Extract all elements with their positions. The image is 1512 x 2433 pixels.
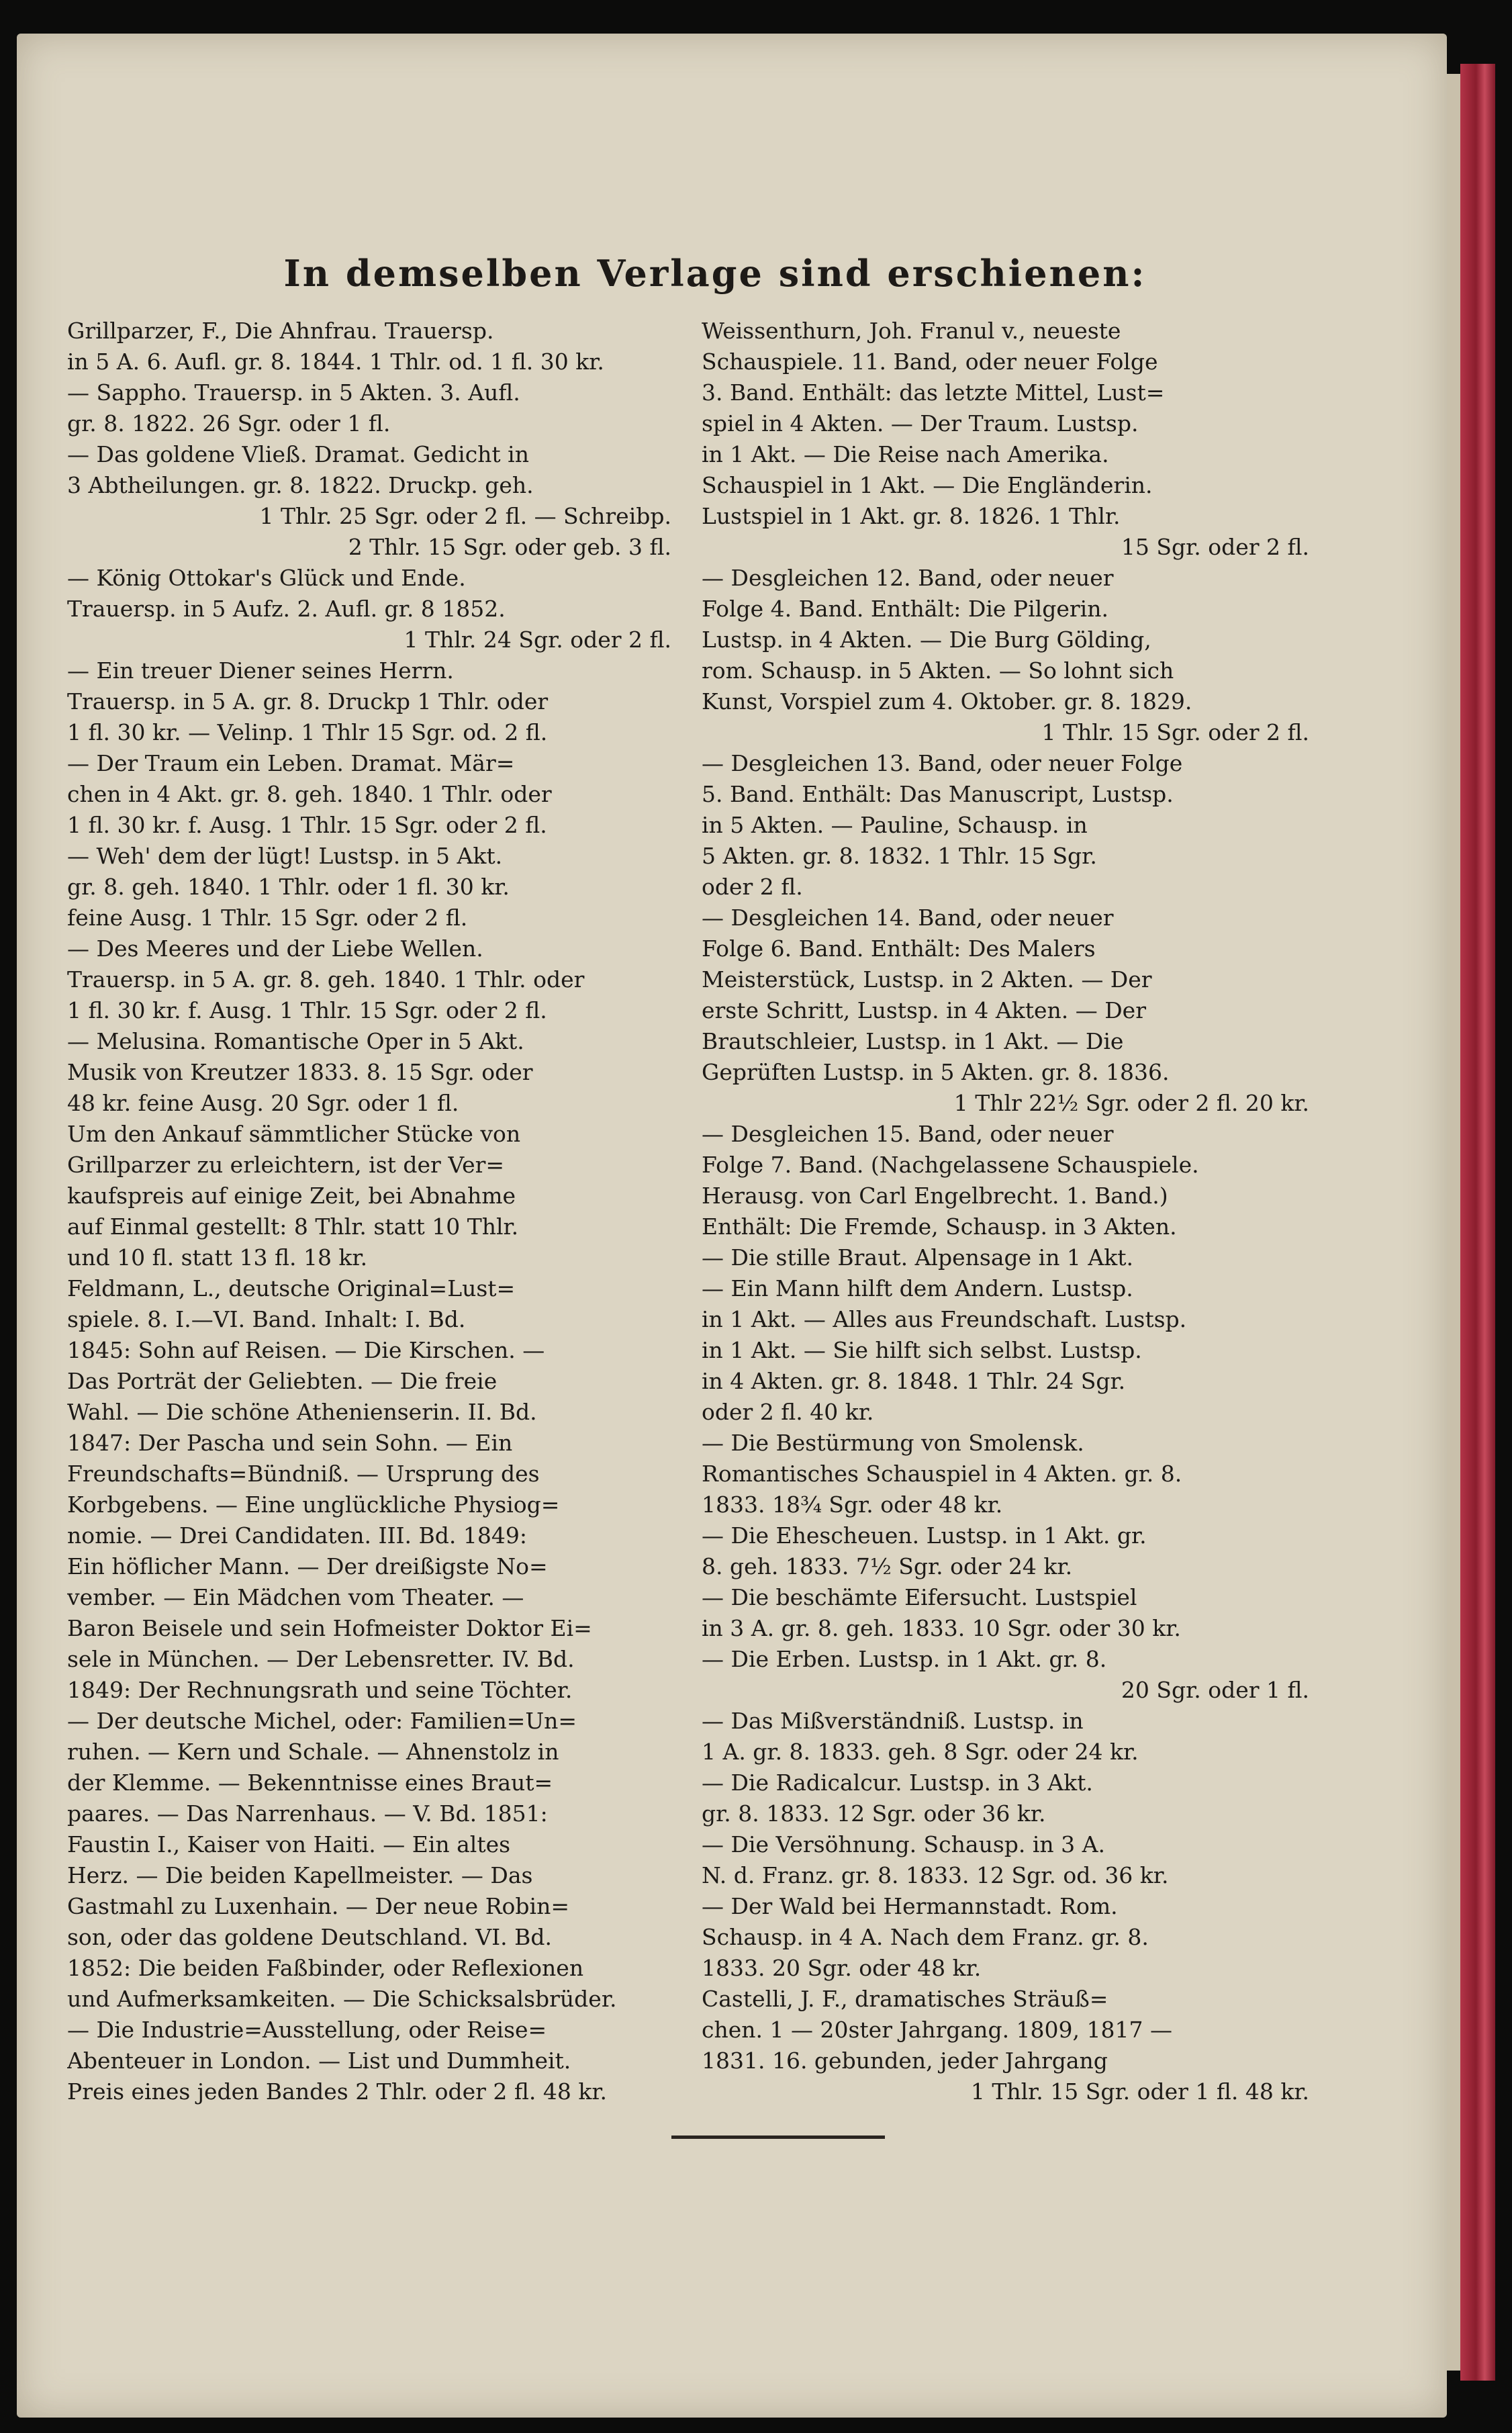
right-column-line: 5 Akten. gr. 8. 1832. 1 Thlr. 15 Sgr. (702, 843, 1097, 869)
left-column-line: 1 fl. 30 kr. — Velinp. 1 Thlr 15 Sgr. od. 2 fl. (67, 719, 548, 745)
right-column-line: Weissenthurn, Joh. Franul v., neueste (702, 318, 1121, 344)
left-column-line: sele in München. — Der Lebensretter. IV. Bd. (67, 1646, 575, 1672)
right-column-line: — Die Bestürmung von Smolensk. (702, 1430, 1084, 1456)
left-column-line: auf Einmal gestellt: 8 Thlr. statt 10 Thlr. (67, 1213, 519, 1240)
right-column-line: — Ein Mann hilft dem Andern. Lustsp. (702, 1275, 1133, 1301)
right-column-line: — Die Radicalcur. Lustsp. in 3 Akt. (702, 1770, 1093, 1796)
left-column-line: ruhen. — Kern und Schale. — Ahnenstolz in (67, 1739, 559, 1765)
right-column-line: Kunst, Vorspiel zum 4. Oktober. gr. 8. 1829. (702, 688, 1192, 715)
left-column-line: son, oder das goldene Deutschland. VI. Bd. (67, 1924, 552, 1950)
right-column-line: Folge 7. Band. (Nachgelassene Schauspiele. (702, 1152, 1199, 1178)
right-column-line: — Die stille Braut. Alpensage in 1 Akt. (702, 1244, 1134, 1271)
book-edge-red (1460, 64, 1495, 2381)
left-column-line: 1 fl. 30 kr. f. Ausg. 1 Thlr. 15 Sgr. oder 2 fl. (67, 997, 547, 1023)
left-column-line: 48 kr. feine Ausg. 20 Sgr. oder 1 fl. (67, 1090, 459, 1116)
page-fore-edge (1447, 74, 1460, 2371)
left-column-line: Trauersp. in 5 A. gr. 8. Druckp 1 Thlr. oder (67, 688, 549, 715)
right-column-line: in 1 Akt. — Die Reise nach Amerika. (702, 441, 1109, 467)
left-column-line: — Des Meeres und der Liebe Wellen. (67, 935, 483, 962)
left-column-line: Das Porträt der Geliebten. — Die freie (67, 1368, 498, 1394)
left-column-line: Musik von Kreutzer 1833. 8. 15 Sgr. oder (67, 1059, 533, 1085)
left-column-line: in 5 A. 6. Aufl. gr. 8. 1844. 1 Thlr. od. 1 fl. 30 kr. (67, 349, 604, 375)
right-column-line: 1831. 16. gebunden, jeder Jahrgang (702, 2048, 1108, 2074)
right-column-line: 1 Thlr 22½ Sgr. oder 2 fl. 20 kr. (953, 1090, 1309, 1116)
left-column-line: — König Ottokar's Glück und Ende. (67, 565, 466, 591)
left-column-line: 1 Thlr. 25 Sgr. oder 2 fl. — Schreibp. (259, 503, 671, 529)
right-column-line: N. d. Franz. gr. 8. 1833. 12 Sgr. od. 36 kr. (702, 1862, 1169, 1888)
left-column-line: 3 Abtheilungen. gr. 8. 1822. Druckp. geh. (67, 472, 534, 498)
left-column-line: Trauersp. in 5 Aufz. 2. Aufl. gr. 8 1852. (67, 596, 506, 622)
right-column-line: Castelli, J. F., dramatisches Sträuß= (702, 1986, 1108, 2012)
left-column-line: — Die Industrie=Ausstellung, oder Reise= (67, 2017, 547, 2043)
left-column-line: 1 Thlr. 24 Sgr. oder 2 fl. (404, 627, 671, 653)
left-column-line: spiele. 8. I.—VI. Band. Inhalt: I. Bd. (67, 1306, 466, 1332)
left-column-line: 1849: Der Rechnungsrath und seine Töchter. (67, 1677, 573, 1703)
right-column-line: 8. geh. 1833. 7½ Sgr. oder 24 kr. (702, 1553, 1073, 1579)
right-column-line: 1833. 20 Sgr. oder 48 kr. (702, 1955, 982, 1981)
left-column-line: 1 fl. 30 kr. f. Ausg. 1 Thlr. 15 Sgr. oder 2 fl. (67, 812, 547, 838)
left-column-line: vember. — Ein Mädchen vom Theater. — (67, 1584, 524, 1610)
left-column-line: — Melusina. Romantische Oper in 5 Akt. (67, 1028, 524, 1054)
right-column-line: erste Schritt, Lustsp. in 4 Akten. — Der (702, 997, 1146, 1023)
right-column-line: — Die Ehescheuen. Lustsp. in 1 Akt. gr. (702, 1522, 1147, 1549)
right-column-line: in 5 Akten. — Pauline, Schausp. in (702, 812, 1088, 838)
left-column-line: — Der Traum ein Leben. Dramat. Mär= (67, 750, 515, 776)
left-column-line: Wahl. — Die schöne Athenienserin. II. Bd. (67, 1399, 537, 1425)
right-column-line: chen. 1 — 20ster Jahrgang. 1809, 1817 — (702, 2017, 1172, 2043)
right-column-line: Folge 4. Band. Enthält: Die Pilgerin. (702, 596, 1108, 622)
right-column-line: Lustsp. in 4 Akten. — Die Burg Gölding, (702, 627, 1151, 653)
left-column-line: feine Ausg. 1 Thlr. 15 Sgr. oder 2 fl. (67, 905, 468, 931)
left-column-line: Abenteuer in London. — List und Dummheit. (67, 2048, 571, 2074)
right-column-line: Schauspiele. 11. Band, oder neuer Folge (702, 349, 1158, 375)
right-column-line: gr. 8. 1833. 12 Sgr. oder 36 kr. (702, 1800, 1046, 1827)
right-column-line: Schausp. in 4 A. Nach dem Franz. gr. 8. (702, 1924, 1149, 1950)
left-column-line: Herz. — Die beiden Kapellmeister. — Das (67, 1862, 533, 1888)
right-column-line: — Das Mißverständniß. Lustsp. in (702, 1708, 1084, 1734)
bottom-rule (671, 2136, 885, 2139)
left-column-line: Trauersp. in 5 A. gr. 8. geh. 1840. 1 Thlr. oder (67, 966, 585, 993)
left-column-line: chen in 4 Akt. gr. 8. geh. 1840. 1 Thlr. oder (67, 781, 552, 807)
page-header: In demselben Verlage sind erschienen: (283, 252, 1147, 295)
left-column-line: Um den Ankauf sämmtlicher Stücke von (67, 1121, 521, 1147)
right-column-line: Schauspiel in 1 Akt. — Die Engländerin. (702, 472, 1153, 498)
right-column-line: in 3 A. gr. 8. geh. 1833. 10 Sgr. oder 30 kr. (702, 1615, 1181, 1641)
left-column-line: Freundschafts=Bündniß. — Ursprung des (67, 1461, 540, 1487)
left-column-line: — Weh' dem der lügt! Lustsp. in 5 Akt. (67, 843, 503, 869)
right-column-line: in 4 Akten. gr. 8. 1848. 1 Thlr. 24 Sgr. (702, 1368, 1126, 1394)
left-column-line: gr. 8. 1822. 26 Sgr. oder 1 fl. (67, 410, 391, 437)
left-column-line: gr. 8. geh. 1840. 1 Thlr. oder 1 fl. 30 kr. (67, 874, 510, 900)
left-column (67, 316, 671, 2107)
right-column-line: — Die Versöhnung. Schausp. in 3 A. (702, 1831, 1105, 1857)
left-column-line: Feldmann, L., deutsche Original=Lust= (67, 1275, 516, 1301)
right-column-line: 1 Thlr. 15 Sgr. oder 1 fl. 48 kr. (970, 2078, 1309, 2105)
right-column-line: oder 2 fl. 40 kr. (702, 1399, 874, 1425)
left-column-line: nomie. — Drei Candidaten. III. Bd. 1849: (67, 1522, 527, 1549)
left-column-line: der Klemme. — Bekenntnisse eines Braut= (67, 1770, 553, 1796)
right-column-line: Meisterstück, Lustsp. in 2 Akten. — Der (702, 966, 1152, 993)
left-column-line: — Sappho. Trauersp. in 5 Akten. 3. Aufl. (67, 379, 520, 406)
left-column-line: und Aufmerksamkeiten. — Die Schicksalsbrüder. (67, 1986, 617, 2012)
right-column (702, 316, 1309, 2107)
left-column-line: Baron Beisele und sein Hofmeister Doktor Ei= (67, 1615, 592, 1641)
left-column-line: — Ein treuer Diener seines Herrn. (67, 657, 454, 684)
right-column-line: 20 Sgr. oder 1 fl. (1121, 1677, 1309, 1703)
left-column-line: — Das goldene Vließ. Dramat. Gedicht in (67, 441, 529, 467)
left-column-line: Grillparzer, F., Die Ahnfrau. Trauersp. (67, 318, 494, 344)
left-column-line: — Der deutsche Michel, oder: Familien=Un= (67, 1708, 577, 1734)
right-column-line: Lustspiel in 1 Akt. gr. 8. 1826. 1 Thlr. (702, 503, 1121, 529)
right-column-line: oder 2 fl. (702, 874, 803, 900)
right-column-line: Geprüften Lustsp. in 5 Akten. gr. 8. 1836. (702, 1059, 1170, 1085)
right-column-line: — Desgleichen 15. Band, oder neuer (702, 1121, 1114, 1147)
right-column-line: Romantisches Schauspiel in 4 Akten. gr. 8. (702, 1461, 1182, 1487)
right-column-line: — Die beschämte Eifersucht. Lustspiel (702, 1584, 1137, 1610)
right-column-line: in 1 Akt. — Alles aus Freundschaft. Lustsp. (702, 1306, 1187, 1332)
left-column-line: und 10 fl. statt 13 fl. 18 kr. (67, 1244, 368, 1271)
right-column-line: — Desgleichen 12. Band, oder neuer (702, 565, 1114, 591)
right-column-line: — Die Erben. Lustsp. in 1 Akt. gr. 8. (702, 1646, 1107, 1672)
left-column-line: 1845: Sohn auf Reisen. — Die Kirschen. — (67, 1337, 545, 1363)
left-column-line: paares. — Das Narrenhaus. — V. Bd. 1851: (67, 1800, 548, 1827)
right-column-line: — Der Wald bei Hermannstadt. Rom. (702, 1893, 1118, 1919)
right-column-line: 15 Sgr. oder 2 fl. (1121, 534, 1309, 560)
right-column-line: 3. Band. Enthält: das letzte Mittel, Lust= (702, 379, 1165, 406)
right-column-line: Enthält: Die Fremde, Schausp. in 3 Akten. (702, 1213, 1177, 1240)
left-column-line: Preis eines jeden Bandes 2 Thlr. oder 2 fl. 48 kr. (67, 2078, 608, 2105)
right-column-line: 5. Band. Enthält: Das Manuscript, Lustsp. (702, 781, 1174, 807)
left-column-line: Grillparzer zu erleichtern, ist der Ver= (67, 1152, 505, 1178)
left-column-line: 2 Thlr. 15 Sgr. oder geb. 3 fl. (348, 534, 671, 560)
right-column-line: Folge 6. Band. Enthält: Des Malers (702, 935, 1096, 962)
right-column-line: spiel in 4 Akten. — Der Traum. Lustsp. (702, 410, 1139, 437)
right-column-line: Herausg. von Carl Engelbrecht. 1. Band.) (702, 1183, 1168, 1209)
left-column-line: 1847: Der Pascha und sein Sohn. — Ein (67, 1430, 513, 1456)
right-column-line: rom. Schausp. in 5 Akten. — So lohnt sich (702, 657, 1174, 684)
left-column-line: Ein höflicher Mann. — Der dreißigste No= (67, 1553, 548, 1579)
right-column-line: Brautschleier, Lustsp. in 1 Akt. — Die (702, 1028, 1124, 1054)
right-column-line: in 1 Akt. — Sie hilft sich selbst. Lustsp. (702, 1337, 1142, 1363)
right-column-line: — Desgleichen 13. Band, oder neuer Folge (702, 750, 1183, 776)
right-column-line: 1 A. gr. 8. 1833. geh. 8 Sgr. oder 24 kr. (702, 1739, 1139, 1765)
left-column-line: kaufspreis auf einige Zeit, bei Abnahme (67, 1183, 516, 1209)
left-column-line: Korbgebens. — Eine unglückliche Physiog= (67, 1491, 560, 1518)
right-column-line: 1833. 18¾ Sgr. oder 48 kr. (702, 1491, 1003, 1518)
right-column-line: — Desgleichen 14. Band, oder neuer (702, 905, 1114, 931)
left-column-line: 1852: Die beiden Faßbinder, oder Reflexionen (67, 1955, 584, 1981)
left-column-line: Faustin I., Kaiser von Haiti. — Ein altes (67, 1831, 511, 1857)
right-column-line: 1 Thlr. 15 Sgr. oder 2 fl. (1041, 719, 1309, 745)
left-column-line: Gastmahl zu Luxenhain. — Der neue Robin= (67, 1893, 569, 1919)
